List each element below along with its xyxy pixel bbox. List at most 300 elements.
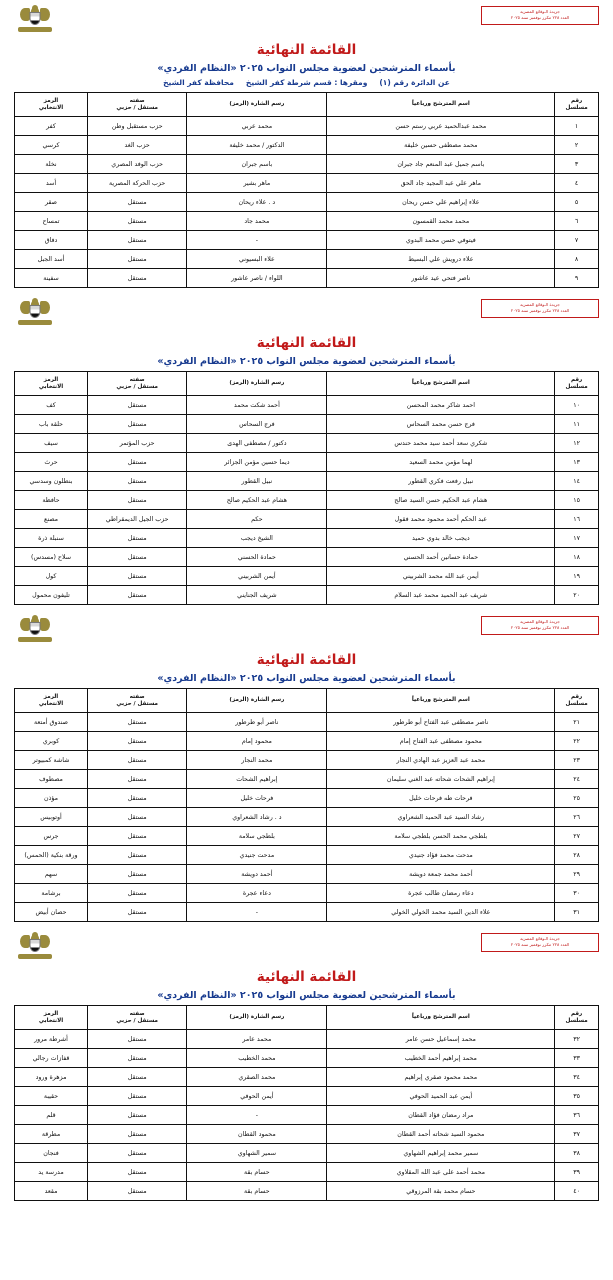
cell-candidate-name: محمد أحمد على عبد الله المقلاوي [327, 1163, 555, 1182]
cell-symbol-name: صقر [15, 193, 88, 212]
table-row [15, 529, 599, 548]
cell-party: مستقل [88, 808, 187, 827]
col-header-number-l2: مسلسل [565, 700, 588, 707]
cell-candidate-name: أيمن عبد الحميد الحوفي [327, 1087, 555, 1106]
cell-candidate-name: هشام عبد الحكيم حسن السيد صالح [327, 491, 555, 510]
gazette-stamp-line1: جريدة الـوقائع المصرية [520, 619, 560, 624]
cell-party: مستقل [88, 1106, 187, 1125]
cell-symbol-name: فنجان [15, 1144, 88, 1163]
col-header-party [88, 372, 187, 396]
cell-number: ٢٤ [555, 770, 599, 789]
col-header-symbol-name-l2: الانتخابي [38, 700, 64, 707]
cell-number: ١١ [555, 415, 599, 434]
cell-symbol-label: دكتور / مصطفى الهدى [187, 434, 327, 453]
cell-party: مستقل [88, 472, 187, 491]
cell-symbol-label: محمد الصقري [187, 1068, 327, 1087]
cell-number: ٤٠ [555, 1182, 599, 1201]
eagle-wing [20, 8, 30, 21]
cell-party: مستقل [88, 1068, 187, 1087]
cell-number: ٣١ [555, 903, 599, 922]
eagle-icon [20, 6, 50, 26]
cell-symbol-name: سنبلة ذرة [15, 529, 88, 548]
page-title: القائمة النهائية [256, 335, 357, 351]
cell-candidate-name: دعاء رمضان طالب عجرة [327, 884, 555, 903]
page-subtitle: بأسماء المترشحين لعضوية مجلس النواب ٢٠٢٥ «النظام الفردي» [157, 63, 456, 74]
cell-number: ٢٧ [555, 827, 599, 846]
cell-symbol-name: حصان أبيض [15, 903, 88, 922]
cell-candidate-name: محمود السيد شحاته أحمد القطان [327, 1125, 555, 1144]
cell-symbol-name: كول [15, 567, 88, 586]
col-header-symbol-name-l2: الانتخابي [38, 383, 64, 390]
col-header-symbol-name [15, 689, 88, 713]
col-header-number [555, 372, 599, 396]
cell-symbol-label: اللواء / ناصر عاشور [187, 269, 327, 288]
col-header-party [88, 93, 187, 117]
page-header [14, 616, 599, 650]
page-subtitle: بأسماء المترشحين لعضوية مجلس النواب ٢٠٢٥ «النظام الفردي» [157, 356, 456, 367]
cell-symbol-label: أحمد شكت محمد [187, 396, 327, 415]
eagle-wing [40, 618, 50, 631]
eagle-head [32, 5, 38, 11]
cell-party: مستقل [88, 1049, 187, 1068]
page-subtitle: بأسماء المترشحين لعضوية مجلس النواب ٢٠٢٥ «النظام الفردي» [157, 673, 456, 684]
col-header-name-l1: اسم المترشح ورباعياً [411, 380, 470, 386]
cell-candidate-name: بلطجي محمد الحسن بلطجي سلامة [327, 827, 555, 846]
cell-candidate-name: ماهر علي عبد المجيد جاد الحق [327, 174, 555, 193]
cell-symbol-label: بلطجي سلامة [187, 827, 327, 846]
cell-candidate-name: نبيل رفعت فكري القطور [327, 472, 555, 491]
cell-number: ٣٢ [555, 1030, 599, 1049]
cell-symbol-label: أحمد دويشة [187, 865, 327, 884]
cell-candidate-name: أيمن عبد الله محمد الشربيني [327, 567, 555, 586]
col-header-number [555, 689, 599, 713]
eagle-head [32, 932, 38, 938]
eagle-wing [40, 8, 50, 21]
cell-symbol-name: كوبري [15, 732, 88, 751]
cell-symbol-name: برشامة [15, 884, 88, 903]
cell-number: ١٣ [555, 453, 599, 472]
cell-candidate-name: محمد عبدالحميد عربي رستم حسن [327, 117, 555, 136]
cell-candidate-name: ناصر فتحي عيد عاشور [327, 269, 555, 288]
table-row [15, 212, 599, 231]
col-header-symbol-name-l1: الرمز [43, 97, 59, 104]
table-row [15, 174, 599, 193]
cell-symbol-label: شريف الجنايني [187, 586, 327, 605]
cell-party: حزب المؤتمر [88, 434, 187, 453]
col-header-party-l1: صفته [129, 376, 145, 383]
cell-candidate-name: إبراهيم الشحات شحاته عبد الغني سليمان [327, 770, 555, 789]
cell-party: مستقل [88, 231, 187, 250]
table-row [15, 1163, 599, 1182]
cell-party: مستقل [88, 770, 187, 789]
cell-number: ١٥ [555, 491, 599, 510]
cell-symbol-name: نخلة [15, 155, 88, 174]
table-row [15, 415, 599, 434]
document-page [0, 293, 613, 610]
cell-symbol-label: سمير الشهاوي [187, 1144, 327, 1163]
gazette-stamp-line2: العدد ٢٢٨ مكرر نوفمبر سنة ٢٠٢٥ [510, 15, 570, 21]
cell-party: حزب الجيل الديمقراطي [88, 510, 187, 529]
candidates-table [14, 688, 599, 922]
cell-party: مستقل [88, 567, 187, 586]
emblem-banner [18, 637, 52, 642]
cell-symbol-name: قفازات رجالي [15, 1049, 88, 1068]
col-header-symbol-l1: رسم الشارة (الرمز) [229, 101, 285, 107]
cell-candidate-name: فرحات طه فرحات خليل [327, 789, 555, 808]
eagle-wing [20, 301, 30, 314]
eagle-wing [20, 618, 30, 631]
col-header-number-l2: مسلسل [565, 104, 588, 111]
cell-candidate-name: محمد محمود صقري إبراهيم [327, 1068, 555, 1087]
cell-number: ١٨ [555, 548, 599, 567]
flag-shield-icon [30, 622, 41, 635]
cell-party: مستقل [88, 1125, 187, 1144]
cell-party: مستقل [88, 884, 187, 903]
table-row [15, 1030, 599, 1049]
cell-symbol-label: مدحت جنيدي [187, 846, 327, 865]
cell-party: مستقل [88, 193, 187, 212]
cell-candidate-name: شكري سعد أحمد سيد محمد حندس [327, 434, 555, 453]
cell-number: ٢٢ [555, 732, 599, 751]
cell-number: ٨ [555, 250, 599, 269]
table-row [15, 193, 599, 212]
candidates-table [14, 92, 599, 288]
eagle-icon [20, 299, 50, 319]
cell-candidate-name: محمد عبد العزيز عبد الهادي النجار [327, 751, 555, 770]
flag-shield-icon [30, 939, 41, 952]
col-header-symbol-name-l1: الرمز [43, 1010, 59, 1017]
cell-number: ٢٩ [555, 865, 599, 884]
cell-symbol-label: أيمن الحوفي [187, 1087, 327, 1106]
cell-symbol-name: مقعد [15, 1182, 88, 1201]
table-row [15, 396, 599, 415]
cell-symbol-name: بنطلون وسدسي [15, 472, 88, 491]
cell-symbol-name: تليفون محمول [15, 586, 88, 605]
emblem-banner [18, 320, 52, 325]
table-row [15, 472, 599, 491]
table-row [15, 751, 599, 770]
col-header-party-l2: مستقل / حزبي [116, 700, 158, 707]
cell-symbol-name: حلقة باب [15, 415, 88, 434]
cell-symbol-label: دعاء عجرة [187, 884, 327, 903]
col-header-symbol-l1: رسم الشارة (الرمز) [229, 697, 285, 703]
cell-party: مستقل [88, 250, 187, 269]
national-emblem [14, 933, 56, 967]
document-page [0, 0, 613, 293]
cell-number: ١ [555, 117, 599, 136]
cell-candidate-name: محمد إسماعيل حسن عامر [327, 1030, 555, 1049]
cell-party: مستقل [88, 903, 187, 922]
cell-party: مستقل [88, 453, 187, 472]
cell-symbol-name: أوتوبيس [15, 808, 88, 827]
cell-number: ٢ [555, 136, 599, 155]
cell-symbol-name: مصطوف [15, 770, 88, 789]
col-header-number [555, 1006, 599, 1030]
col-header-symbol-l1: رسم الشارة (الرمز) [229, 1014, 285, 1020]
national-emblem [14, 616, 56, 650]
table-row [15, 510, 599, 529]
cell-party: مستقل [88, 865, 187, 884]
cell-symbol-name: مزهرة ورود [15, 1068, 88, 1087]
col-header-name [327, 93, 555, 117]
table-row [15, 155, 599, 174]
cell-party: حزب الغد [88, 136, 187, 155]
table-row [15, 1125, 599, 1144]
cell-party: حزب مستقبل وطن [88, 117, 187, 136]
table-row [15, 1182, 599, 1201]
cell-number: ١٧ [555, 529, 599, 548]
cell-party: مستقل [88, 1182, 187, 1201]
cell-party: مستقل [88, 732, 187, 751]
table-row [15, 884, 599, 903]
col-header-symbol-name-l2: الانتخابي [38, 104, 64, 111]
cell-symbol-label: حسام بقة [187, 1163, 327, 1182]
emblem-banner [18, 27, 52, 32]
cell-candidate-name: محمد مصطفى حسين خليفة [327, 136, 555, 155]
cell-number: ١٢ [555, 434, 599, 453]
constituency-center: ومقرها : قسم شرطة كفر الشيخ [245, 78, 368, 87]
page-title: القائمة النهائية [256, 969, 357, 985]
constituency-line [14, 78, 599, 87]
gazette-stamp-line2: العدد ٢٢٨ مكرر نوفمبر سنة ٢٠٢٥ [510, 308, 570, 314]
cell-party: مستقل [88, 1163, 187, 1182]
cell-number: ٣٤ [555, 1068, 599, 1087]
table-header-row [15, 689, 599, 713]
cell-number: ١٠ [555, 396, 599, 415]
cell-number: ١٩ [555, 567, 599, 586]
col-header-name-l1: اسم المترشح ورباعياً [411, 1014, 470, 1020]
cell-number: ٢٣ [555, 751, 599, 770]
cell-number: ٥ [555, 193, 599, 212]
cell-symbol-label: - [187, 903, 327, 922]
col-header-number-l1: رقم [570, 376, 583, 383]
cell-candidate-name: محمود مصطفى عبد الفتاح إمام [327, 732, 555, 751]
table-row [15, 491, 599, 510]
page-header [14, 933, 599, 967]
cell-party: مستقل [88, 586, 187, 605]
cell-symbol-label: إبراهيم الشحات [187, 770, 327, 789]
eagle-head [32, 298, 38, 304]
col-header-party [88, 1006, 187, 1030]
cell-symbol-name: قلم [15, 1106, 88, 1125]
cell-candidate-name: حسام محمد بقة المرزوقي [327, 1182, 555, 1201]
page-header [14, 299, 599, 333]
col-header-number-l1: رقم [570, 97, 583, 104]
table-row [15, 548, 599, 567]
cell-symbol-name: سلاح (مسدس) [15, 548, 88, 567]
cell-candidate-name: علاء الدين السيد محمد الخولي الخولي [327, 903, 555, 922]
cell-number: ١٦ [555, 510, 599, 529]
candidates-table [14, 1005, 599, 1201]
table-row [15, 1106, 599, 1125]
col-header-symbol-name-l2: الانتخابي [38, 1017, 64, 1024]
gazette-stamp-line2: العدد ٢٢٨ مكرر نوفمبر سنة ٢٠٢٥ [510, 625, 570, 631]
col-header-symbol-name-l1: الرمز [43, 376, 59, 383]
cell-symbol-label: نبيل القطور [187, 472, 327, 491]
col-header-name [327, 372, 555, 396]
constituency-circle: عن الدائرة رقم (١) [379, 78, 450, 87]
cell-number: ٩ [555, 269, 599, 288]
cell-candidate-name: باسم جميل عبد المنعم جاد جبران [327, 155, 555, 174]
table-row [15, 713, 599, 732]
cell-number: ٣ [555, 155, 599, 174]
cell-party: مستقل [88, 269, 187, 288]
col-header-party-l2: مستقل / حزبي [116, 383, 158, 390]
cell-number: ٧ [555, 231, 599, 250]
col-header-symbol [187, 1006, 327, 1030]
cell-party: مستقل [88, 1030, 187, 1049]
col-header-symbol-l1: رسم الشارة (الرمز) [229, 380, 285, 386]
cell-symbol-label: محمد النجار [187, 751, 327, 770]
cell-number: ٣٥ [555, 1087, 599, 1106]
table-row [15, 434, 599, 453]
table-header-row [15, 1006, 599, 1030]
candidates-table [14, 371, 599, 605]
cell-symbol-name: حقيبة [15, 1087, 88, 1106]
cell-candidate-name: أحمد محمد جمعة دويشة [327, 865, 555, 884]
cell-party: مستقل [88, 827, 187, 846]
cell-symbol-label: محمد عربي [187, 117, 327, 136]
table-row [15, 250, 599, 269]
cell-symbol-name: أسد [15, 174, 88, 193]
table-row [15, 231, 599, 250]
cell-number: ٣٧ [555, 1125, 599, 1144]
emblem-banner [18, 954, 52, 959]
table-row [15, 567, 599, 586]
cell-symbol-label: حسام بقة [187, 1182, 327, 1201]
cell-candidate-name: عبد الحكم أحمد محمود محمد فقول [327, 510, 555, 529]
cell-symbol-label: محمود إمام [187, 732, 327, 751]
cell-symbol-name: مصنع [15, 510, 88, 529]
table-row [15, 808, 599, 827]
col-header-party-l2: مستقل / حزبي [116, 104, 158, 111]
cell-candidate-name: مراد رمضان فؤاد القطان [327, 1106, 555, 1125]
cell-symbol-label: محمود القطان [187, 1125, 327, 1144]
col-header-symbol [187, 93, 327, 117]
eagle-wing [20, 935, 30, 948]
cell-candidate-name: علاء درويش علي البسيط [327, 250, 555, 269]
cell-candidate-name: فرج حسن محمد السحاس [327, 415, 555, 434]
table-header-row [15, 93, 599, 117]
col-header-symbol-name-l1: الرمز [43, 693, 59, 700]
cell-candidate-name: ديجب خالد بدوي حميد [327, 529, 555, 548]
col-header-party-l2: مستقل / حزبي [116, 1017, 158, 1024]
cell-symbol-name: صندوق أمتعة [15, 713, 88, 732]
col-header-party-l1: صفته [129, 1010, 145, 1017]
cell-candidate-name: لهما مؤمن محمد السعيد [327, 453, 555, 472]
col-header-symbol [187, 689, 327, 713]
document-page [0, 927, 613, 1206]
cell-symbol-name: كف [15, 396, 88, 415]
table-row [15, 865, 599, 884]
gazette-stamp-line1: جريدة الـوقائع المصرية [520, 936, 560, 941]
gazette-stamp-line2: العدد ٢٢٨ مكرر نوفمبر سنة ٢٠٢٥ [510, 942, 570, 948]
cell-symbol-name: دفاق [15, 231, 88, 250]
cell-symbol-name: شاشة كمبيوتر [15, 751, 88, 770]
cell-number: ٢٨ [555, 846, 599, 865]
national-emblem [14, 299, 56, 333]
cell-symbol-name: سهم [15, 865, 88, 884]
cell-symbol-name: ورقة بنكية (الحمس) [15, 846, 88, 865]
table-row [15, 586, 599, 605]
eagle-wing [40, 935, 50, 948]
cell-number: ٣٠ [555, 884, 599, 903]
cell-party: مستقل [88, 713, 187, 732]
col-header-symbol-name [15, 93, 88, 117]
cell-party: مستقل [88, 751, 187, 770]
page-header [14, 6, 599, 40]
col-header-number-l1: رقم [570, 693, 583, 700]
cell-candidate-name: سمير محمد إبراهيم الشهاوي [327, 1144, 555, 1163]
cell-number: ٢٠ [555, 586, 599, 605]
cell-symbol-name: مدرسة يد [15, 1163, 88, 1182]
cell-party: مستقل [88, 212, 187, 231]
cell-number: ٢٦ [555, 808, 599, 827]
cell-symbol-label: حمادة الحسني [187, 548, 327, 567]
page-title: القائمة النهائية [256, 42, 357, 58]
cell-party: حزب الحركة المصرية [88, 174, 187, 193]
page-title: القائمة النهائية [256, 652, 357, 668]
cell-party: مستقل [88, 1144, 187, 1163]
cell-symbol-label: محمد عامر [187, 1030, 327, 1049]
table-row [15, 269, 599, 288]
document-page [0, 610, 613, 927]
table-row [15, 1087, 599, 1106]
col-header-party-l1: صفته [129, 97, 145, 104]
col-header-name [327, 1006, 555, 1030]
col-header-party-l1: صفته [129, 693, 145, 700]
cell-candidate-name: محمد إبراهيم أحمد الخطيب [327, 1049, 555, 1068]
gazette-stamp [481, 6, 599, 25]
table-row [15, 136, 599, 155]
cell-number: ٣٣ [555, 1049, 599, 1068]
cell-candidate-name: فيتوفي حسن محمد البدوي [327, 231, 555, 250]
cell-symbol-label: الشيخ ديجب [187, 529, 327, 548]
table-row [15, 846, 599, 865]
cell-symbol-label: هشام عبد الحكيم صالح [187, 491, 327, 510]
cell-symbol-name: مطرقة [15, 1125, 88, 1144]
cell-party: حزب الوفد المصري [88, 155, 187, 174]
cell-symbol-label: أيمن الشربيني [187, 567, 327, 586]
table-row [15, 903, 599, 922]
table-row [15, 732, 599, 751]
table-row [15, 1049, 599, 1068]
cell-symbol-name: حرث [15, 453, 88, 472]
col-header-number [555, 93, 599, 117]
col-header-number-l2: مسلسل [565, 1017, 588, 1024]
table-row [15, 453, 599, 472]
col-header-symbol [187, 372, 327, 396]
cell-symbol-label: محمد جاد [187, 212, 327, 231]
cell-symbol-label: فرحات خليل [187, 789, 327, 808]
national-emblem [14, 6, 56, 40]
eagle-icon [20, 616, 50, 636]
flag-shield-icon [30, 12, 41, 25]
cell-number: ٤ [555, 174, 599, 193]
gazette-stamp [481, 616, 599, 635]
cell-party: مستقل [88, 396, 187, 415]
cell-party: مستقل [88, 1087, 187, 1106]
eagle-icon [20, 933, 50, 953]
cell-party: مستقل [88, 415, 187, 434]
col-header-symbol-name [15, 1006, 88, 1030]
cell-symbol-label: محمد الخطيب [187, 1049, 327, 1068]
cell-number: ٢١ [555, 713, 599, 732]
cell-party: مستقل [88, 491, 187, 510]
cell-symbol-name: أشرطة مرور [15, 1030, 88, 1049]
cell-symbol-label: د . رشاد الشعراوي [187, 808, 327, 827]
cell-symbol-name: حافظة [15, 491, 88, 510]
